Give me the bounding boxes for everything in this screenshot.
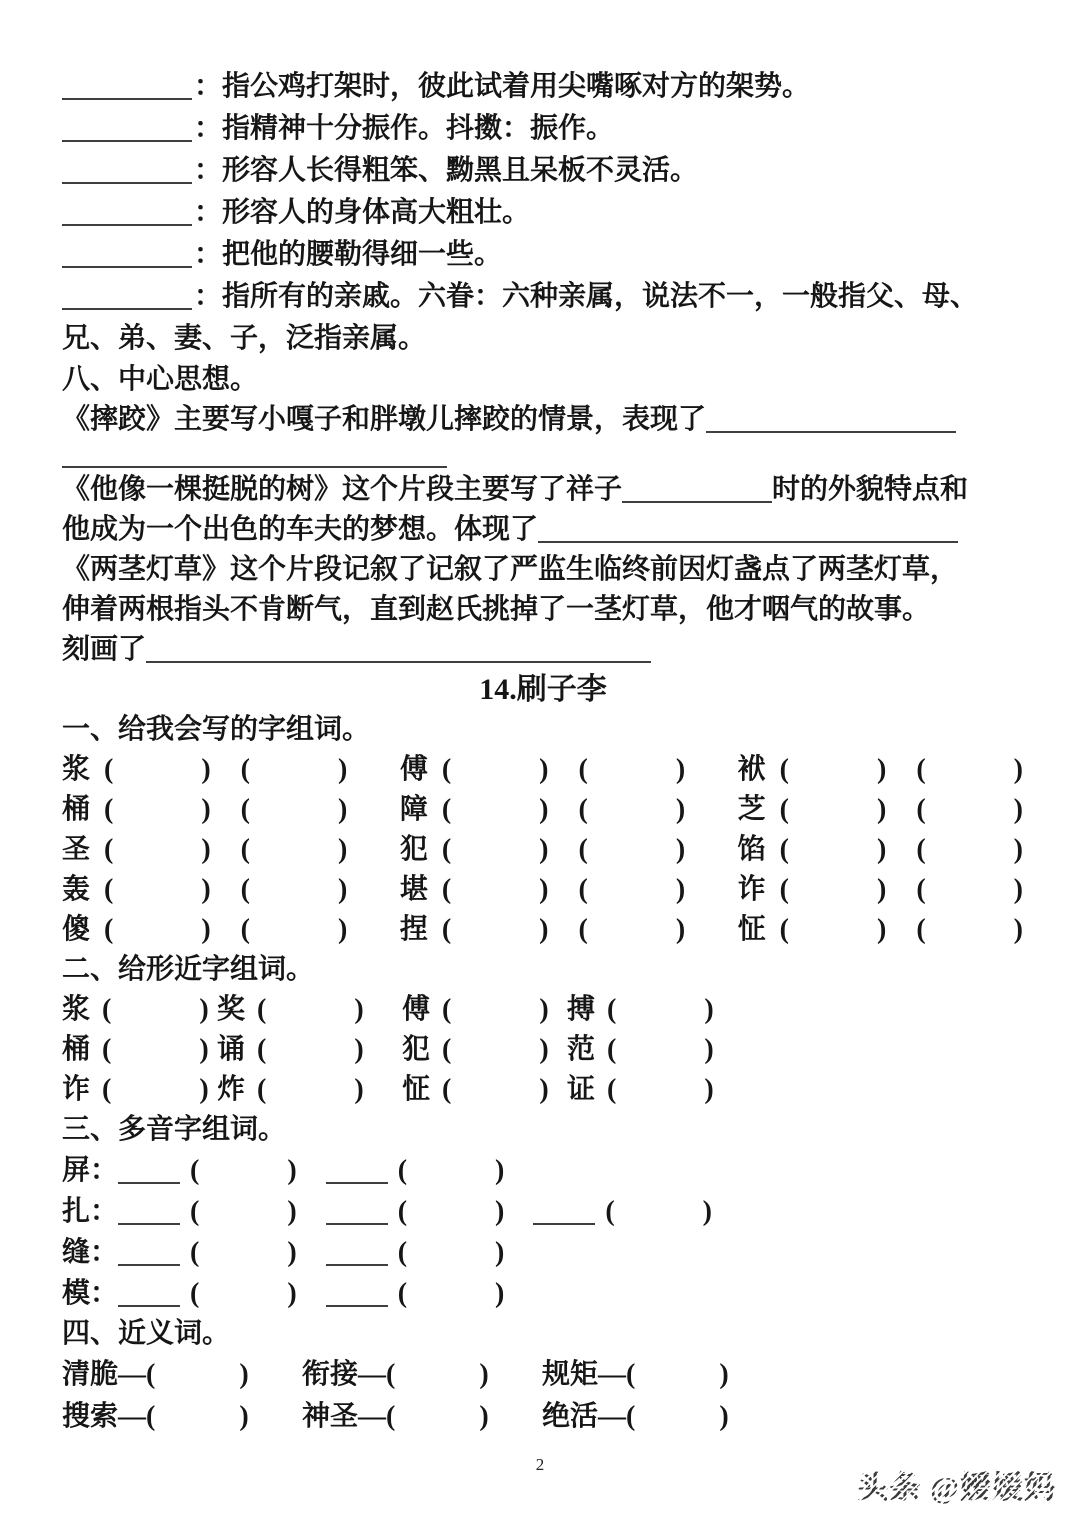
char-cell — [62, 1030, 217, 1070]
word: 神圣 — [302, 1401, 359, 1432]
paragraph-line — [62, 550, 1024, 590]
char-cell — [217, 1070, 402, 1110]
char-cell — [217, 1030, 402, 1070]
character: 浆 — [62, 754, 91, 785]
pinyin-group — [326, 1237, 506, 1268]
character: 犯 — [402, 1034, 431, 1065]
lesson-title: 14.刷子李 — [479, 673, 607, 706]
answer-parens[interactable]: ( ) — [607, 1074, 715, 1105]
answer-parens[interactable]: ( ) ( ) — [441, 794, 687, 825]
char-cell — [62, 750, 400, 790]
colon: ： — [194, 239, 223, 270]
char-cell — [400, 790, 738, 830]
char-cell — [402, 1030, 567, 1070]
pinyin-blank[interactable] — [326, 1201, 388, 1225]
char-cell — [217, 990, 402, 1030]
word-grid-row — [62, 870, 1024, 910]
answer-blank[interactable] — [622, 479, 772, 503]
term-blank[interactable] — [62, 244, 192, 268]
synonym-row — [62, 1354, 1024, 1396]
word-grid-row — [62, 1070, 1024, 1110]
answer-parens[interactable]: ( ) ( ) — [779, 794, 1024, 825]
character: 扎 — [62, 1196, 91, 1227]
char-cell — [400, 870, 738, 910]
definition-row — [62, 276, 1024, 318]
paragraph-line — [62, 470, 1024, 510]
answer-parens[interactable]: ( ) ( ) — [441, 834, 687, 865]
answer-parens[interactable]: ( ) — [190, 1278, 298, 1309]
word-grid-row — [62, 990, 1024, 1030]
section-heading: 四、近义词。 — [62, 1318, 231, 1349]
character: 诈 — [737, 874, 766, 905]
character: 屏 — [62, 1155, 91, 1186]
answer-parens[interactable]: —( ) — [598, 1359, 729, 1390]
char-cell — [62, 1070, 217, 1110]
synonym-row — [62, 1396, 1024, 1438]
char-cell — [738, 910, 1024, 950]
answer-parens[interactable]: ( ) — [442, 994, 550, 1025]
paragraph-line — [62, 510, 1024, 550]
paragraph-text: 时的外貌特点和 — [772, 474, 969, 505]
answer-parens[interactable]: ( ) — [605, 1196, 713, 1227]
paragraph-text: 刻画了 — [62, 634, 147, 665]
character: 捏 — [399, 914, 428, 945]
char-cell — [738, 830, 1024, 870]
definition-text: 把他的腰勒得细一些。 — [222, 239, 503, 270]
pinyin-group — [118, 1278, 298, 1309]
character: 轰 — [62, 874, 91, 905]
answer-parens[interactable]: ( ) — [607, 994, 715, 1025]
answer-parens[interactable]: —( ) — [118, 1401, 249, 1432]
synonym-cell — [62, 1354, 302, 1396]
character: 傅 — [402, 994, 431, 1025]
character: 傻 — [62, 914, 91, 945]
answer-parens[interactable]: ( ) ( ) — [104, 834, 349, 865]
colon: ： — [194, 155, 223, 186]
colon: ： — [90, 1237, 119, 1268]
paragraph-text: 《两茎灯草》这个片段记叙了记叙了严监生临终前因灯盏点了两茎灯草， — [62, 554, 959, 585]
char-cell — [62, 910, 400, 950]
char-cell — [62, 990, 217, 1030]
pinyin-blank[interactable] — [118, 1242, 180, 1266]
answer-parens[interactable]: ( ) — [102, 994, 210, 1025]
char-cell — [400, 830, 738, 870]
answer-parens[interactable]: ( ) ( ) — [779, 874, 1024, 905]
pinyin-group — [118, 1237, 298, 1268]
synonym-cell — [62, 1396, 302, 1438]
paragraph-text: 《他像一棵挺脱的树》这个片段主要写了祥子 — [62, 474, 623, 505]
term-blank[interactable] — [62, 202, 192, 226]
word: 规矩 — [542, 1359, 599, 1390]
character: 桶 — [62, 1034, 91, 1065]
pinyin-group — [118, 1155, 298, 1186]
colon: ： — [194, 197, 223, 228]
paragraph-text: 他成为一个出色的车夫的梦想。体现了 — [62, 514, 539, 545]
word-grid-row — [62, 1030, 1024, 1070]
character: 怔 — [737, 914, 766, 945]
char-cell — [738, 790, 1024, 830]
char-cell — [62, 870, 400, 910]
pinyin-blank[interactable] — [118, 1201, 180, 1225]
pinyin-blank[interactable] — [326, 1283, 388, 1307]
synonym-cell — [302, 1354, 542, 1396]
colon: ： — [194, 113, 223, 144]
word: 绝活 — [542, 1401, 599, 1432]
character: 奖 — [217, 994, 246, 1025]
character: 模 — [62, 1278, 91, 1309]
character: 障 — [399, 794, 428, 825]
paragraph-text: 《摔跤》主要写小嘎子和胖墩儿摔跤的情景，表现了 — [62, 404, 707, 435]
answer-blank[interactable] — [538, 519, 958, 543]
answer-parens[interactable]: ( ) ( ) — [779, 754, 1024, 785]
character: 怔 — [402, 1074, 431, 1105]
answer-parens[interactable]: ( ) — [397, 1196, 506, 1227]
pinyin-group — [326, 1278, 506, 1309]
watermark: 头条 @嫒嫒妈 — [857, 1462, 1056, 1507]
answer-parens[interactable]: ( ) — [190, 1237, 298, 1268]
answer-parens[interactable]: ( ) ( ) — [104, 754, 349, 785]
char-cell — [402, 990, 567, 1030]
definition-continuation — [62, 318, 1024, 360]
character: 浆 — [62, 994, 91, 1025]
answer-parens[interactable]: ( ) — [397, 1155, 506, 1186]
polyphone-section — [62, 1110, 1024, 1314]
definition-row — [62, 192, 1024, 234]
answer-parens[interactable]: ( ) — [397, 1237, 506, 1268]
answer-blank[interactable] — [706, 409, 956, 433]
character: 馅 — [737, 834, 766, 865]
paragraph-line — [62, 400, 1024, 440]
character: 袱 — [737, 754, 766, 785]
definition-text: 指所有的亲戚。六眷：六种亲属，说法不一，一般指父、母、 — [222, 281, 979, 312]
definition-text: 兄、弟、妻、子，泛指亲属。 — [62, 323, 427, 354]
word-grid-row — [62, 750, 1024, 790]
answer-parens[interactable]: ( ) ( ) — [104, 794, 349, 825]
section-heading: 三、多音字组词。 — [62, 1114, 287, 1145]
word: 衔接 — [302, 1359, 359, 1390]
answer-parens[interactable]: ( ) ( ) — [779, 914, 1024, 945]
answer-parens[interactable]: ( ) — [190, 1196, 298, 1227]
character: 诵 — [217, 1034, 246, 1065]
page-number: 2 — [535, 1455, 545, 1474]
definition-row — [62, 234, 1024, 276]
definition-text: 指精神十分振作。抖擞：振作。 — [222, 113, 615, 144]
polyphone-row — [62, 1191, 1024, 1232]
answer-parens[interactable]: ( ) ( ) — [441, 874, 687, 905]
answer-parens[interactable]: ( ) — [397, 1278, 506, 1309]
answer-parens[interactable]: —( ) — [118, 1359, 249, 1390]
answer-parens[interactable]: ( ) — [442, 1034, 550, 1065]
answer-blank[interactable] — [62, 444, 447, 468]
word: 搜索 — [62, 1401, 119, 1432]
character: 搏 — [567, 994, 596, 1025]
answer-parens[interactable]: ( ) — [257, 1074, 365, 1105]
answer-parens[interactable]: ( ) — [190, 1155, 298, 1186]
definition-text: 形容人长得粗笨、黝黑且呆板不灵活。 — [222, 155, 699, 186]
word-grid-row — [62, 910, 1024, 950]
answer-parens[interactable]: —( ) — [598, 1401, 729, 1432]
character: 堪 — [399, 874, 428, 905]
synonyms-section — [62, 1314, 1024, 1438]
character: 桶 — [62, 794, 91, 825]
word: 清脆 — [62, 1359, 119, 1390]
synonym-cell — [302, 1396, 542, 1438]
definition-row — [62, 108, 1024, 150]
synonym-cell — [542, 1396, 729, 1438]
polyphone-row — [62, 1232, 1024, 1273]
pinyin-group — [326, 1155, 506, 1186]
term-blank[interactable] — [62, 160, 192, 184]
paragraph-text: 伸着两根指头不肯断气，直到赵氏挑掉了一茎灯草，他才咽气的故事。 — [62, 594, 931, 625]
term-blank[interactable] — [62, 76, 192, 100]
char-cell — [738, 750, 1024, 790]
character: 犯 — [399, 834, 428, 865]
term-blank[interactable] — [62, 286, 192, 310]
paragraph-line — [62, 630, 1024, 670]
definitions-section — [62, 66, 1024, 360]
colon: ： — [90, 1196, 119, 1227]
colon: ： — [90, 1278, 119, 1309]
definition-row — [62, 66, 1024, 108]
character: 缝 — [62, 1237, 91, 1268]
pinyin-group — [326, 1196, 506, 1227]
central-idea-section — [62, 360, 1024, 670]
answer-blank[interactable] — [146, 639, 651, 663]
pinyin-blank[interactable] — [326, 1242, 388, 1266]
colon: ： — [194, 71, 223, 102]
definition-row — [62, 150, 1024, 192]
character: 范 — [567, 1034, 596, 1065]
pinyin-group — [118, 1196, 298, 1227]
pinyin-blank[interactable] — [533, 1201, 595, 1225]
answer-parens[interactable]: ( ) — [102, 1034, 210, 1065]
definition-text: 指公鸡打架时，彼此试着用尖嘴啄对方的架势。 — [222, 71, 811, 102]
colon: ： — [194, 281, 223, 312]
char-cell — [62, 830, 400, 870]
char-cell — [567, 1070, 715, 1110]
polyphone-row — [62, 1150, 1024, 1191]
polyphone-row — [62, 1273, 1024, 1314]
character: 证 — [567, 1074, 596, 1105]
character: 傅 — [399, 754, 428, 785]
word-grid-row — [62, 790, 1024, 830]
char-cell — [738, 870, 1024, 910]
answer-parens[interactable]: —( ) — [358, 1359, 489, 1390]
paragraph-line — [62, 590, 1024, 630]
char-cell — [62, 790, 400, 830]
word-building-section — [62, 710, 1024, 950]
section-heading: 八、中心思想。 — [62, 364, 259, 395]
answer-parens[interactable]: ( ) ( ) — [104, 874, 349, 905]
pinyin-blank[interactable] — [326, 1160, 388, 1184]
char-cell — [402, 1070, 567, 1110]
definition-text: 形容人的身体高大粗壮。 — [222, 197, 531, 228]
answer-parens[interactable]: ( ) ( ) — [441, 914, 687, 945]
section-heading: 二、给形近字组词。 — [62, 954, 315, 985]
character: 芝 — [737, 794, 766, 825]
similar-chars-section — [62, 950, 1024, 1110]
character: 圣 — [62, 834, 91, 865]
char-cell — [400, 750, 738, 790]
section-heading: 一、给我会写的字组词。 — [62, 714, 371, 745]
char-cell — [400, 910, 738, 950]
answer-parens[interactable]: ( ) ( ) — [104, 914, 349, 945]
answer-parens[interactable]: ( ) — [442, 1074, 550, 1105]
answer-parens[interactable]: —( ) — [358, 1401, 489, 1432]
answer-parens[interactable]: ( ) — [257, 1034, 365, 1065]
answer-parens[interactable]: ( ) — [102, 1074, 210, 1105]
answer-parens[interactable]: ( ) — [607, 1034, 715, 1065]
colon: ： — [90, 1155, 119, 1186]
word-grid-row — [62, 830, 1024, 870]
pinyin-group — [533, 1196, 713, 1227]
character: 炸 — [217, 1074, 246, 1105]
pinyin-blank[interactable] — [118, 1160, 180, 1184]
char-cell — [567, 990, 715, 1030]
character: 诈 — [62, 1074, 91, 1105]
paragraph-line — [62, 440, 1024, 470]
synonym-cell — [542, 1354, 729, 1396]
char-cell — [567, 1030, 715, 1070]
term-blank[interactable] — [62, 118, 192, 142]
answer-parens[interactable]: ( ) — [257, 994, 365, 1025]
answer-parens[interactable]: ( ) ( ) — [441, 754, 687, 785]
pinyin-blank[interactable] — [118, 1283, 180, 1307]
answer-parens[interactable]: ( ) ( ) — [779, 834, 1024, 865]
